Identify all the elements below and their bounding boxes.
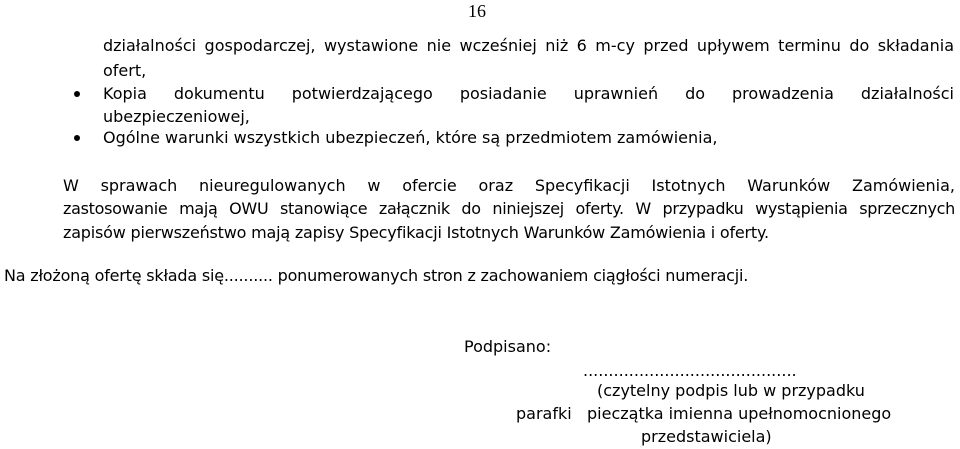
- signature-dots: ..........................................: [583, 361, 797, 380]
- bullet-item-1-line-1: działalności gospodarczej, wystawione nie wcześniej niż 6 m-cy przed upływem terminu do składania: [103, 36, 954, 55]
- signature-caption-line-1: (czytelny podpis lub w przypadku: [597, 381, 865, 400]
- paragraph-line-2: zastosowanie mają OWU stanowiące załącznik do niniejszej oferty. W przypadku wystąpienia sprzecznych: [63, 199, 955, 218]
- bullet-marker: [74, 135, 80, 141]
- paragraph-line-1: W sprawach nieuregulowanych w ofercie oraz Specyfikacji Istotnych Warunków Zamówienia,: [63, 176, 955, 195]
- bullet-marker: [74, 91, 80, 97]
- bullet-item-2-line-2: ubezpieczeniowej,: [103, 107, 250, 126]
- bullet-item-2-line-1: Kopia dokumentu potwierdzającego posiadanie uprawnień do prowadzenia działalności: [103, 84, 954, 103]
- bullet-item-1-line-2: ofert,: [103, 61, 147, 80]
- pages-statement: Na złożoną ofertę składa się.......... ponumerowanych stron z zachowaniem ciągłości numeracji.: [4, 266, 749, 285]
- signature-caption-line-2-prefix: parafki: [516, 404, 572, 423]
- signature-caption-line-2: pieczątka imienna upełnomocnionego: [587, 404, 892, 423]
- signature-caption-line-3: przedstawiciela): [641, 427, 772, 446]
- bullet-item-3-line-1: Ogólne warunki wszystkich ubezpieczeń, które są przedmiotem zamówienia,: [103, 128, 718, 147]
- signature-label: Podpisano:: [464, 337, 552, 356]
- paragraph-line-3: zapisów pierwszeństwo mają zapisy Specyfikacji Istotnych Warunków Zamówienia i oferty.: [63, 223, 769, 242]
- page-number: 16: [468, 1, 486, 21]
